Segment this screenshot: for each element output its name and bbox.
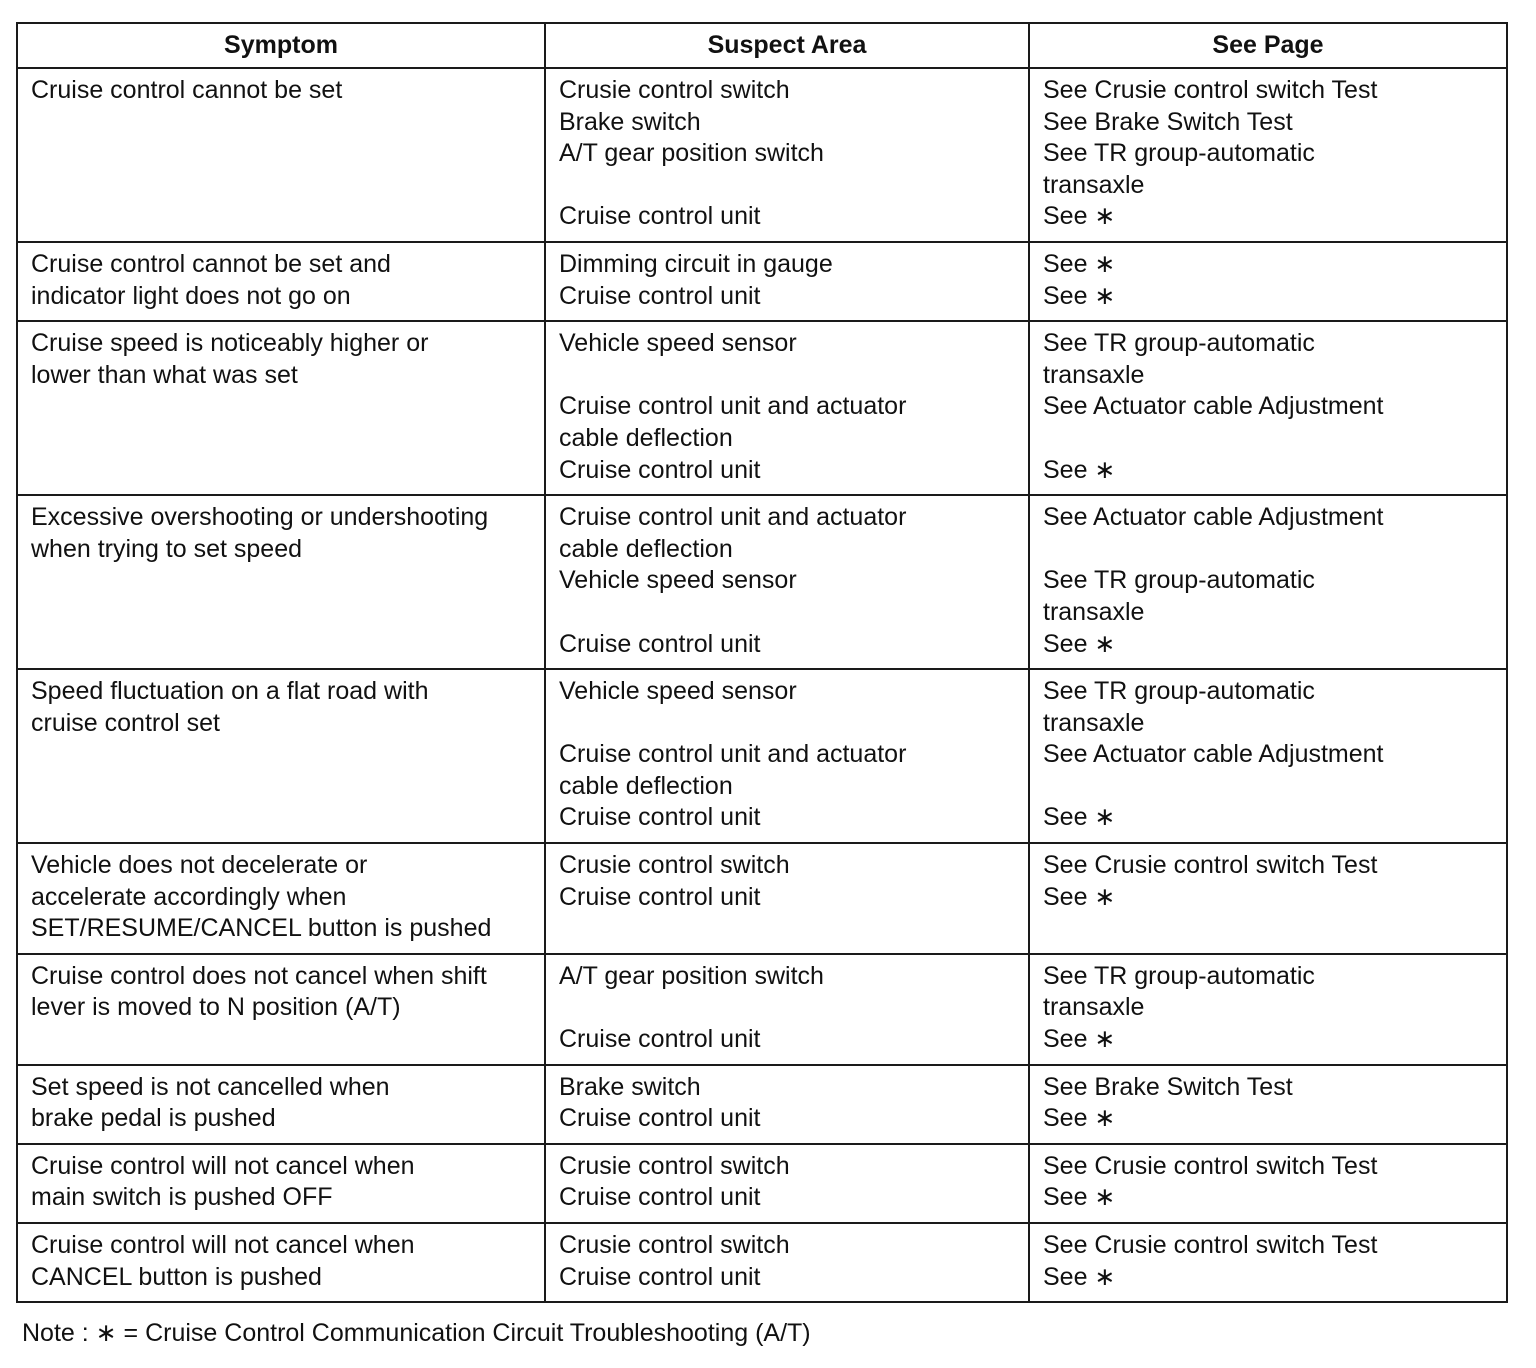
cell-line: Cruise control unit <box>559 281 761 310</box>
see-page-cell <box>1029 1065 1507 1144</box>
cell-line: See Brake Switch Test <box>1043 107 1293 136</box>
table-header-row <box>17 23 1507 68</box>
suspect-area-cell <box>545 68 1029 242</box>
table-row <box>17 1144 1507 1223</box>
header-symptom: Symptom <box>17 23 545 68</box>
table-row <box>17 669 1507 843</box>
cell-line: See ∗ <box>1043 249 1116 278</box>
cell-line: See ∗ <box>1043 202 1116 231</box>
cell-line: Crusie control switch <box>559 1231 790 1259</box>
cell-line <box>1043 771 1494 803</box>
cell-line: See Brake Switch Test <box>1043 1072 1293 1101</box>
see-page-cell <box>1029 242 1507 321</box>
cell-line: See Actuator cable Adjustment <box>1043 503 1384 532</box>
cell-line: transaxle <box>1043 170 1145 199</box>
cell-line: See ∗ <box>1043 455 1116 484</box>
see-page-cell <box>1029 669 1507 843</box>
cell-line: lever is moved to N position (A/T) <box>31 993 401 1022</box>
cell-line: lower than what was set <box>31 360 298 389</box>
cell-line: Vehicle speed sensor <box>559 566 797 595</box>
suspect-area-cell <box>545 321 1029 495</box>
table-row <box>17 495 1507 669</box>
symptom-cell <box>17 843 545 954</box>
cell-line: See Actuator cable Adjustment <box>1043 740 1384 769</box>
cell-line: CANCEL button is pushed <box>31 1262 322 1291</box>
table-row <box>17 321 1507 495</box>
cell-line: See ∗ <box>1043 1262 1116 1291</box>
cell-line: Cruise control unit <box>559 629 761 658</box>
cell-line: Vehicle speed sensor <box>559 329 797 358</box>
symptom-cell <box>17 954 545 1065</box>
cell-line: See Crusie control switch Test <box>1043 851 1378 880</box>
cell-line: See ∗ <box>1043 629 1116 658</box>
symptom-cell <box>17 1065 545 1144</box>
cell-line: See TR group-automatic <box>1043 677 1315 706</box>
footnote: Note : ∗ = Cruise Control Communication Circuit Troubleshooting (A/T) <box>22 1319 811 1347</box>
cell-line: Cruise control unit <box>559 803 761 832</box>
cell-line <box>559 992 1016 1024</box>
table-row <box>17 242 1507 321</box>
cell-line: transaxle <box>1043 360 1145 389</box>
cell-line: Cruise control unit <box>559 1025 761 1054</box>
cell-line: Cruise control does not cancel when shift <box>31 961 487 990</box>
cell-line: cable deflection <box>559 534 733 563</box>
see-page-cell <box>1029 68 1507 242</box>
cell-line: Cruise control cannot be set <box>31 76 343 104</box>
cell-line: cable deflection <box>559 771 733 800</box>
cell-line: Cruise control unit <box>559 882 761 911</box>
symptom-cell <box>17 321 545 495</box>
cell-line: Speed fluctuation on a flat road with <box>31 677 429 706</box>
suspect-area-cell <box>545 669 1029 843</box>
cell-line: cruise control set <box>31 708 220 737</box>
cell-line: See ∗ <box>1043 882 1116 911</box>
cell-line: Cruise control unit and actuator <box>559 740 907 769</box>
see-page-cell <box>1029 495 1507 669</box>
cell-line: See ∗ <box>1043 281 1116 310</box>
cell-line: Cruise control will not cancel when <box>31 1151 415 1180</box>
cell-line: transaxle <box>1043 708 1145 737</box>
cell-line: Vehicle speed sensor <box>559 677 797 706</box>
cell-line: See Crusie control switch Test <box>1043 1231 1378 1259</box>
cell-line <box>559 360 1016 392</box>
cell-line <box>1043 423 1494 455</box>
cell-line: See ∗ <box>1043 1183 1116 1212</box>
cell-line: Cruise control unit <box>559 1104 761 1133</box>
cell-line: Cruise control will not cancel when <box>31 1231 415 1259</box>
table-row <box>17 1223 1507 1302</box>
cell-line <box>559 597 1016 629</box>
table-row <box>17 68 1507 242</box>
cell-line: transaxle <box>1043 597 1145 626</box>
cell-line: Vehicle does not decelerate or <box>31 851 368 880</box>
table-row <box>17 1065 1507 1144</box>
see-page-cell <box>1029 954 1507 1065</box>
cell-line: brake pedal is pushed <box>31 1104 276 1133</box>
cell-line: Brake switch <box>559 1072 701 1101</box>
cell-line: Crusie control switch <box>559 851 790 880</box>
troubleshooting-table <box>16 22 1508 1303</box>
see-page-cell <box>1029 1144 1507 1223</box>
cell-line: accelerate accordingly when <box>31 882 347 911</box>
cell-line: See ∗ <box>1043 1104 1116 1133</box>
suspect-area-cell <box>545 843 1029 954</box>
cell-line: transaxle <box>1043 993 1145 1022</box>
cell-line: Cruise control unit and actuator <box>559 503 907 532</box>
cell-line <box>559 708 1016 740</box>
cell-line: when trying to set speed <box>31 534 302 563</box>
cell-line: See ∗ <box>1043 803 1116 832</box>
cell-line: See ∗ <box>1043 1025 1116 1054</box>
header-suspect-area: Suspect Area <box>545 23 1029 68</box>
cell-line: Cruise control unit <box>559 455 761 484</box>
cell-line: See Crusie control switch Test <box>1043 1151 1378 1180</box>
suspect-area-cell <box>545 954 1029 1065</box>
symptom-cell <box>17 242 545 321</box>
cell-line: See TR group-automatic <box>1043 961 1315 990</box>
suspect-area-cell <box>545 1144 1029 1223</box>
symptom-cell <box>17 1144 545 1223</box>
cell-line: Excessive overshooting or undershooting <box>31 503 489 532</box>
see-page-cell <box>1029 1223 1507 1302</box>
cell-line: SET/RESUME/CANCEL button is pushed <box>31 914 492 943</box>
cell-line: cable deflection <box>559 423 733 452</box>
cell-line: Cruise control unit <box>559 1183 761 1212</box>
suspect-area-cell <box>545 495 1029 669</box>
table-body <box>17 68 1507 1302</box>
symptom-cell <box>17 669 545 843</box>
cell-line: main switch is pushed OFF <box>31 1183 333 1212</box>
cell-line: Brake switch <box>559 107 701 136</box>
cell-line: Dimming circuit in gauge <box>559 249 833 278</box>
cell-line: See TR group-automatic <box>1043 566 1315 595</box>
header-see-page: See Page <box>1029 23 1507 68</box>
cell-line: Cruise control cannot be set and <box>31 249 391 278</box>
cell-line: See Actuator cable Adjustment <box>1043 392 1384 421</box>
cell-line: Cruise speed is noticeably higher or <box>31 329 429 358</box>
table-row <box>17 843 1507 954</box>
cell-line <box>559 170 1016 202</box>
cell-line: Crusie control switch <box>559 76 790 104</box>
cell-line: Cruise control unit <box>559 202 761 231</box>
cell-line: Cruise control unit <box>559 1262 761 1291</box>
see-page-cell <box>1029 321 1507 495</box>
table-row <box>17 954 1507 1065</box>
cell-line: Crusie control switch <box>559 1151 790 1180</box>
symptom-cell <box>17 68 545 242</box>
cell-line: Set speed is not cancelled when <box>31 1072 390 1101</box>
cell-line: Cruise control unit and actuator <box>559 392 907 421</box>
suspect-area-cell <box>545 1065 1029 1144</box>
cell-line <box>1043 534 1494 566</box>
cell-line: indicator light does not go on <box>31 281 351 310</box>
symptom-cell <box>17 1223 545 1302</box>
suspect-area-cell <box>545 1223 1029 1302</box>
cell-line: See TR group-automatic <box>1043 139 1315 168</box>
symptom-cell <box>17 495 545 669</box>
cell-line: A/T gear position switch <box>559 139 824 168</box>
suspect-area-cell <box>545 242 1029 321</box>
cell-line: See Crusie control switch Test <box>1043 76 1378 104</box>
cell-line: See TR group-automatic <box>1043 329 1315 358</box>
cell-line: A/T gear position switch <box>559 961 824 990</box>
see-page-cell <box>1029 843 1507 954</box>
